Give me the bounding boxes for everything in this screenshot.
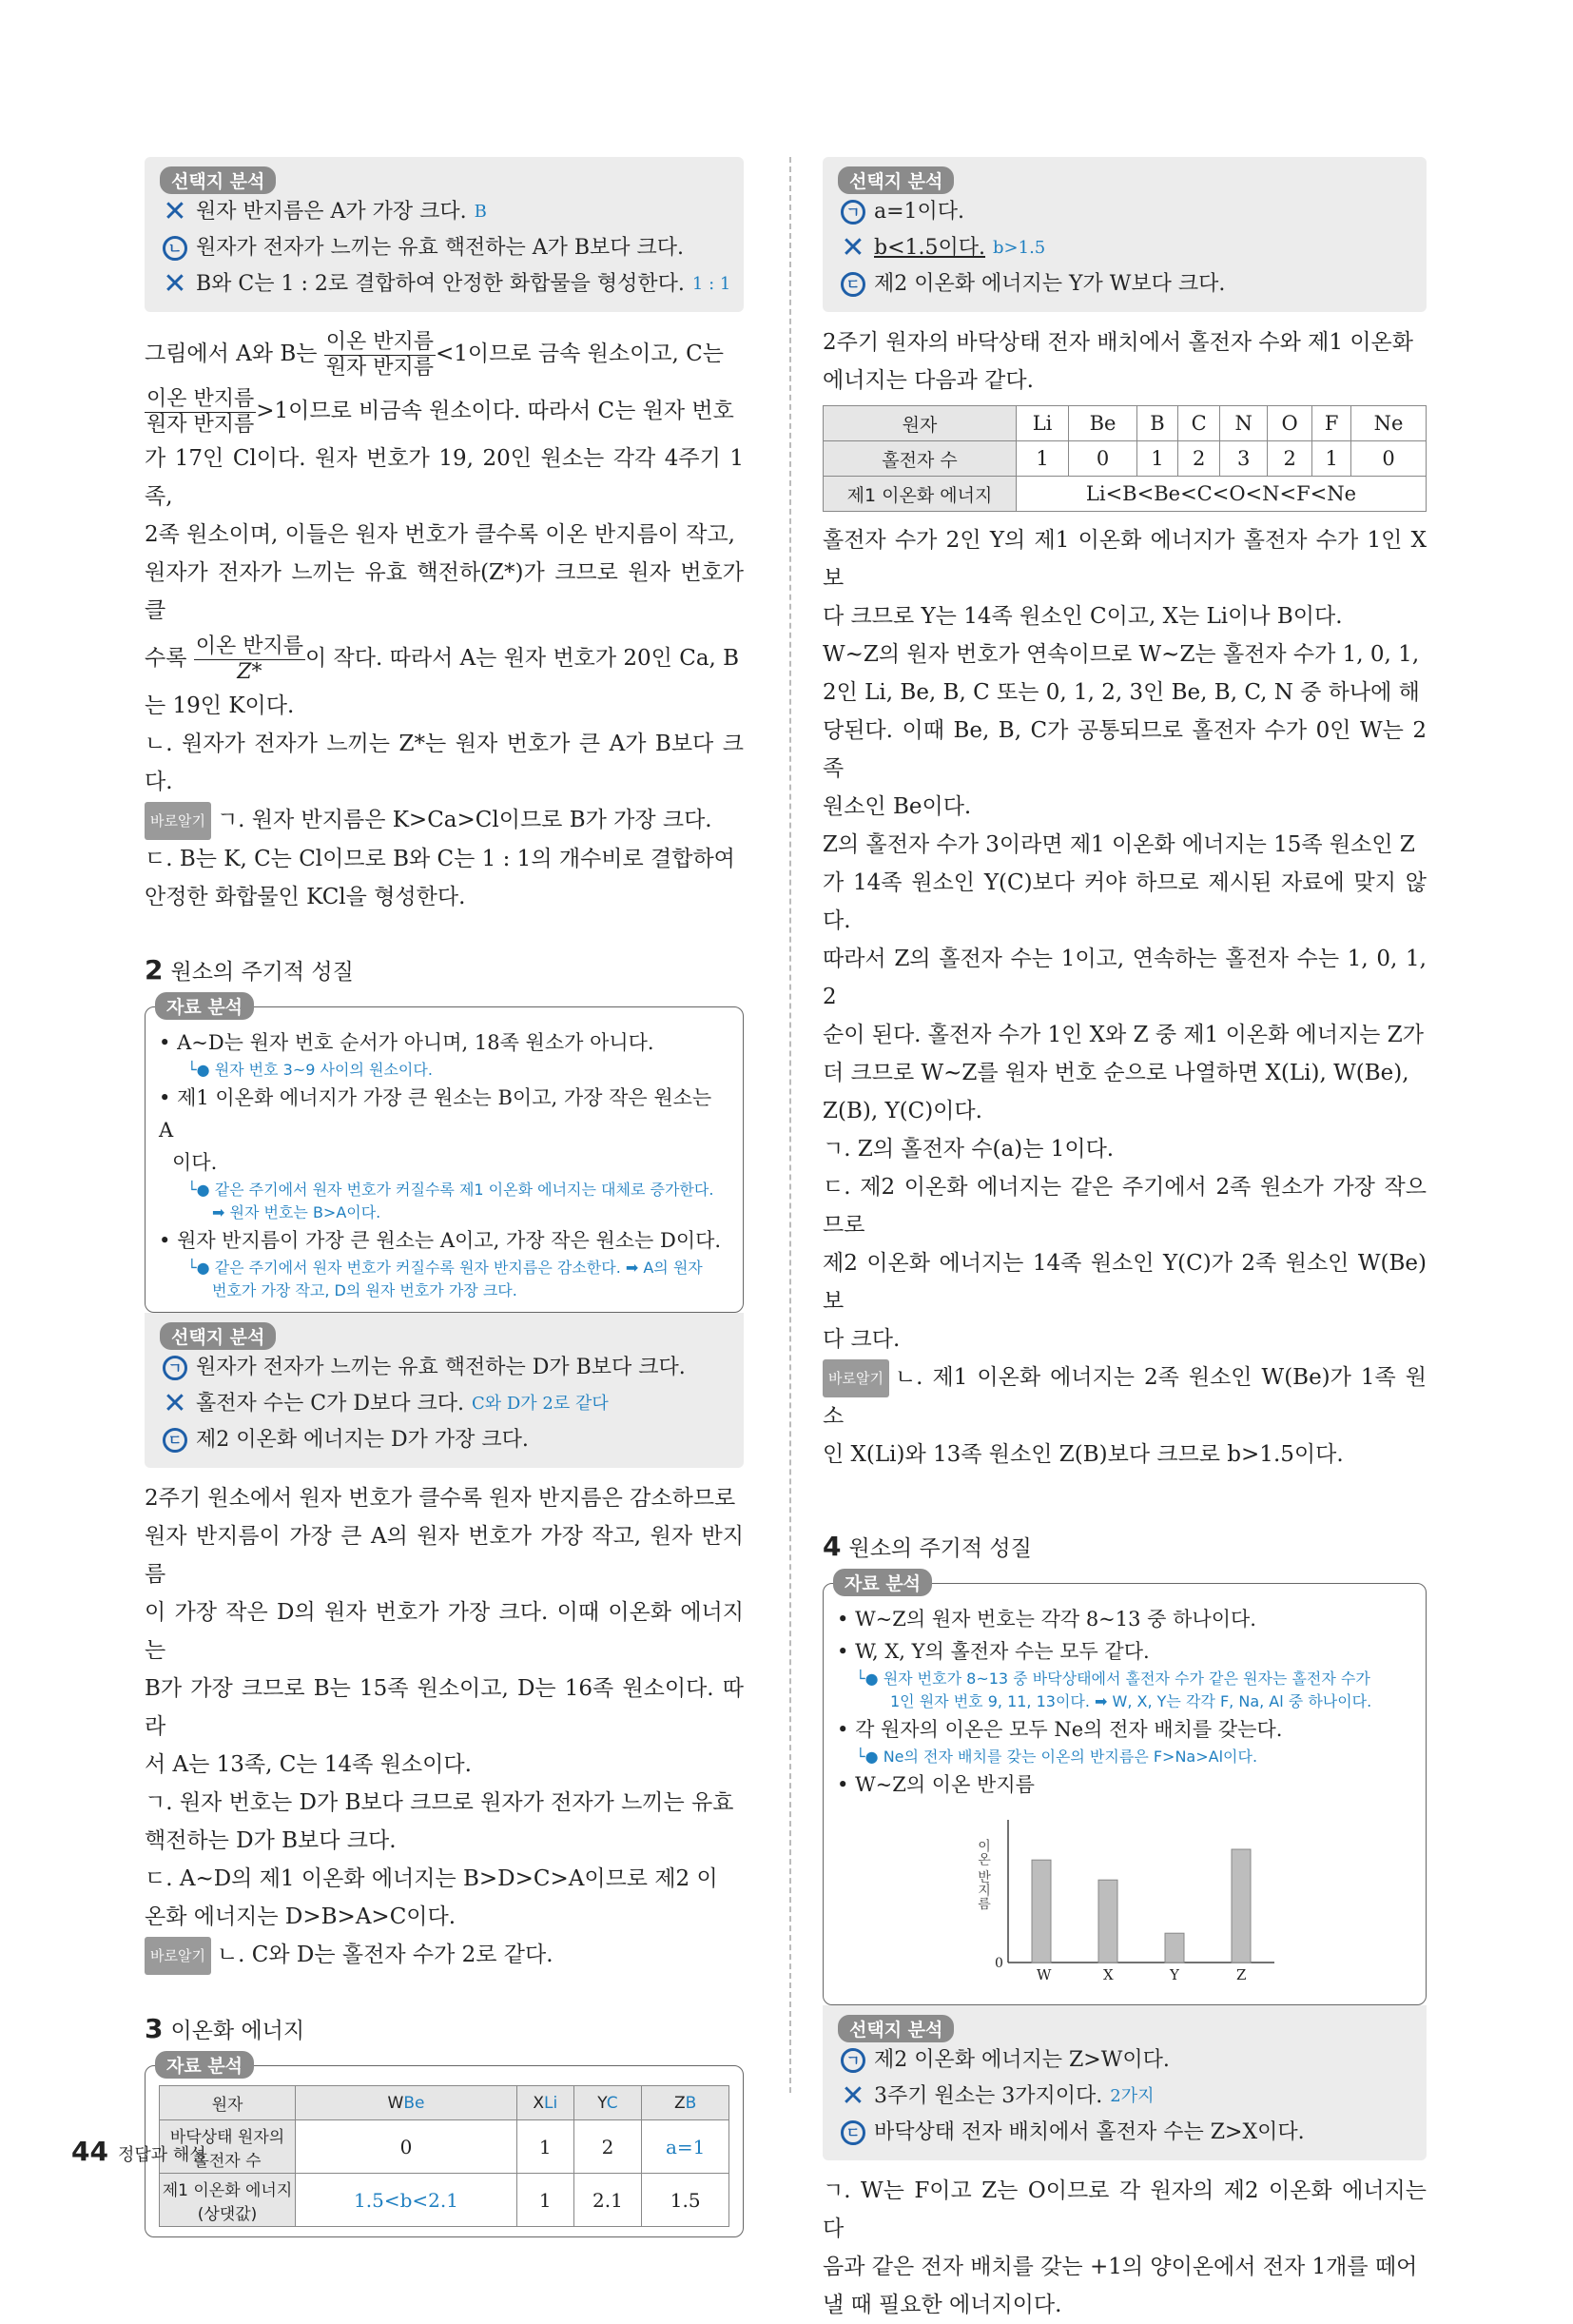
x-mark-icon: ✕ [163, 1387, 187, 1420]
circled-letter-icon: ㄴ [163, 236, 187, 261]
x-tick-label: X [1103, 1966, 1114, 1983]
circled-letter-icon: ㄷ [163, 1428, 187, 1453]
choice-option: ㄷ 바닥상태 전자 배치에서 홀전자 수는 Z>X이다. [838, 2115, 1411, 2151]
data-analysis-tag: 자료 분석 [155, 992, 254, 1020]
y-axis-label: 이온 반지름 [976, 1839, 991, 1910]
data-analysis-box-4: 자료 분석 • W~Z의 원자 번호는 각각 8~13 중 하나이다. • W, X, Y의 홀전자 수는 모두 같다. └● 원자 번호가 8~13 중 바닥상태에서 홀전자 수가 같은 원자는 홀전자 수가 1인 원자 번호 9, 11, 13이다. ➡ W, X, Y는 각각 F, Na, Al 중 하나이다. • 각 원자의 이온은 모두 Ne의 전자 배치를 갖는다. └● Ne의 전자 배치를 갖는 이온의 반지름은 F>Na>Al이다. • W~Z의 이온 반지름 이온 반지름 0 W X Y Z [823, 1583, 1427, 2005]
choice-analysis-box-2: 선택지 분석 ㄱ 원자가 전자가 느끼는 유효 핵전하는 D가 B보다 크다. ✕ 홀전자 수는 C가 D보다 크다. C와 D가 2로 같다 ㄷ 제2 이온화 에너지는 D가 가장 크다. [145, 1313, 744, 1468]
x-mark-icon: ✕ [163, 267, 187, 301]
ionization-table: 원자 WBe XLi YC ZB 바닥상태 원자의 홀전자 수 0 1 2 a=1 제1 이온화 에너지(상댓값) 1.5<b<2.1 1 2.1 1.5 [159, 2085, 729, 2227]
x-mark-icon: ✕ [841, 2080, 865, 2113]
choice-option: ㄷ 제2 이온화 에너지는 Y가 W보다 크다. [838, 266, 1411, 303]
period2-table: 원자 Li Be B C N O F Ne 홀전자 수 1 0 1 2 3 2 1 0 제1 이온화 에너지 Li<B<Be<C<O<N<F<Ne [823, 405, 1427, 512]
choice-option: ✕ B와 C는 1 : 2로 결합하여 안정한 화합물을 형성한다. 1 : 1 [160, 266, 728, 303]
explanation-paragraph-4: ㄱ. W는 F이고 Z는 O이므로 각 원자의 제2 이온화 에너지는 다 음과 같은 전자 배치를 갖는 +1의 양이온에서 전자 1개를 떼어 낼 때 필요한 에너지이다. [823, 2178, 1427, 2317]
circled-letter-icon: ㄱ [841, 2048, 865, 2073]
data-analysis-box-3: 자료 분석 원자 WBe XLi YC ZB 바닥상태 원자의 홀전자 수 0 1 2 a=1 제1 이온화 에너지(상댓값) 1.5<b<2.1 1 2.1 1.5 [145, 2065, 744, 2237]
choice-option: ㄷ 제2 이온화 에너지는 D가 가장 크다. [160, 1422, 728, 1458]
choice-analysis-box-3: 선택지 분석 ㄱ a=1이다. ✕ b<1.5이다. b>1.5 ㄷ 제2 이온화 에너지는 Y가 W보다 크다. [823, 157, 1427, 312]
column-divider [789, 157, 791, 2093]
y-tick-label: 0 [995, 1956, 1003, 1971]
bar-W [1032, 1860, 1051, 1963]
intro-paragraph: 2주기 원자의 바닥상태 전자 배치에서 홀전자 수와 제1 이온화 에너지는 다음과 같다. [823, 330, 1413, 393]
circled-letter-icon: ㄱ [163, 1356, 187, 1380]
left-column [145, 157, 744, 2237]
choice-analysis-tag: 선택지 분석 [160, 166, 276, 194]
choice-analysis-box-4: 선택지 분석 ㄱ 제2 이온화 에너지는 Z>W이다. ✕ 3주기 원소는 3가지이다. 2가지 ㄷ 바닥상태 전자 배치에서 홀전자 수는 Z>X이다. [823, 2005, 1427, 2160]
circled-letter-icon: ㄷ [841, 272, 865, 297]
correction-tag: 바로알기 [823, 1359, 889, 1397]
choice-option: ㄱ 제2 이온화 에너지는 Z>W이다. [838, 2042, 1411, 2079]
explanation-paragraph-2: 2주기 원소에서 원자 번호가 클수록 원자 반지름은 감소하므로 원자 반지름이 가장 큰 A의 원자 번호가 가장 작고, 원자 반지름 이 가장 작은 D의 원자 번호가 가장 크다. 이때 이온화 에너지는 B가 가장 크므로 B는 15족 원소이고, D는 16족 원소이다. 따라 서 A는 13족, C는 14족 원소이다. ㄱ. 원자 번호는 D가 B보다 크므로 원자가 전자가 느끼는 유효 핵전하는 D가 B보다 크다. ㄷ. A~D의 제1 이온화 에너지는 B>D>C>A이므로 제2 이 온화 에너지는 D>B>A>C이다. 바로알기 ㄴ. C와 D는 홀전자 수가 2로 같다. [145, 1479, 744, 1975]
fraction: $\frac{\text{이온 반지름}}{Z*}$ [195, 634, 304, 684]
section-4-title: 4 원소의 주기적 성질 [823, 1531, 1032, 1562]
x-tick-label: Y [1170, 1966, 1179, 1983]
ionic-radius-chart [837, 1801, 1408, 1991]
page-footer [71, 2136, 206, 2167]
choice-option: ✕ b<1.5이다. b>1.5 [838, 230, 1411, 266]
explanation-paragraph-3: 홀전자 수가 2인 Y의 제1 이온화 에너지가 홀전자 수가 1인 X보 다 크므로 Y는 14족 원소인 C이고, X는 Li이나 B이다. W~Z의 원자 번호가 연속이므로 W~Z는 홀전자 수가 1, 0, 1, 2인 Li, Be, B, C 또는 0, 1, 2, 3인 Be, B, C, N 중 하나에 해 당된다. 이때 Be, B, C가 공통되므로 홀전자 수가 0인 W는 2족 원소인 Be이다. Z의 홀전자 수가 3이라면 제1 이온화 에너지는 15족 원소인 Z 가 14족 원소인 Y(C)보다 커야 하므로 제시된 자료에 맞지 않다. 따라서 Z의 홀전자 수는 1이고, 연속하는 홀전자 수는 1, 0, 1, 2 순이 된다. 홀전자 수가 1인 X와 Z 중 제1 이온화 에너지는 Z가 더 크므로 W~Z를 원자 번호 순으로 나열하면 X(Li), W(Be), Z(B), Y(C)이다. ㄱ. Z의 홀전자 수(a)는 1이다. ㄷ. 제2 이온화 에너지는 같은 주기에서 2족 원소가 가장 작으므로 제2 이온화 에너지는 14족 원소인 Y(C)가 2족 원소인 W(Be)보 다 크다. 바로알기 ㄴ. 제1 이온화 에너지는 2족 원소인 W(Be)가 1족 원소 인 X(Li)와 13족 원소인 Z(B)보다 크므로 b>1.5이다. [823, 528, 1427, 1467]
x-mark-icon: ✕ [163, 195, 187, 228]
fraction: $\frac{\text{이온 반지름}}{\text{원자 반지름}}$ [146, 386, 255, 437]
section-3-title: 3 이온화 에너지 [145, 2013, 305, 2044]
choice-option: ✕ 3주기 원소는 3가지이다. 2가지 [838, 2079, 1411, 2115]
circled-letter-icon: ㄷ [841, 2120, 865, 2145]
choice-option: ㄱ 원자가 전자가 느끼는 유효 핵전하는 D가 B보다 크다. [160, 1350, 728, 1386]
section-2-title: 2 원소의 주기적 성질 [145, 954, 354, 986]
x-mark-icon: ✕ [841, 231, 865, 264]
x-tick-label: W [1037, 1966, 1052, 1983]
footer-label: 정답과 해설 [117, 2145, 206, 2165]
circled-letter-icon: ㄱ [841, 200, 865, 225]
bar-X [1098, 1880, 1117, 1963]
choice-option: ㄱ a=1이다. [838, 194, 1411, 230]
choice-option: ✕ 홀전자 수는 C가 D보다 크다. C와 D가 2로 같다 [160, 1386, 728, 1422]
correction-tag: 바로알기 [145, 1937, 211, 1975]
data-analysis-box-2: 자료 분석 • A~D는 원자 번호 순서가 아니며, 18족 원소가 아니다. └● 원자 번호 3~9 사이의 원소이다. • 제1 이온화 에너지가 가장 큰 원소는 B이고, 가장 작은 원소는 A 이다. └● 같은 주기에서 원자 번호가 커질수록 제1 이온화 에너지는 대체로 증가한다. ➡ 원자 번호는 B>A이다. • 원자 반지름이 가장 큰 원소는 A이고, 가장 작은 원소는 D이다. └● 같은 주기에서 원자 번호가 커질수록 원자 반지름은 감소한다. ➡ A의 원자 번호가 가장 작고, D의 원자 번호가 가장 크다. [145, 1006, 744, 1313]
correction-tag: 바로알기 [145, 802, 211, 840]
choice-analysis-box-1 [145, 157, 744, 312]
page-number: 44 [71, 2136, 108, 2167]
choice-option: ✕ 원자 반지름은 A가 가장 크다. B [160, 194, 728, 230]
x-tick-label: Z [1236, 1966, 1247, 1983]
choice-option: ㄴ 원자가 전자가 느끼는 유효 핵전하는 A가 B보다 크다. [160, 230, 728, 266]
fraction: $\frac{\text{이온 반지름}}{\text{원자 반지름}}$ [325, 329, 435, 380]
right-column [823, 157, 1427, 2324]
bar-Y [1165, 1933, 1184, 1963]
bar-Z [1232, 1849, 1251, 1963]
explanation-paragraph-1: 그림에서 A와 B는 $\frac{\text{이온 반지름}}{\text{원자 반지름}}$ <1이므로 금속 원소이고, C는 $\frac{\text{이온 반지름}}{\text{원자 반지름}}$ >1이므로 비금속 원소이다. 따라서 C는 원자 번호 가 17인 Cl이다. 원자 번호가 19, 20인 원소는 각각 4주기 1족, 2족 원소이며, 이들은 원자 번호가 클수록 이온 반지름이 작고, 원자가 전자가 느끼는 유효 핵전하(Z*)가 크므로 원자 번호가 클 수록 $\frac{\text{이온 반지름}}{Z*}$ 이 작다. 따라서 A는 원자 번호가 20인 Ca, B 는 19인 K이다. ㄴ. 원자가 전자가 느끼는 Z*는 원자 번호가 큰 A가 B보다 크다. 바로알기 ㄱ. 원자 반지름은 K>Ca>Cl이므로 B가 가장 크다. ㄷ. B는 K, C는 Cl이므로 B와 C는 1 : 1의 개수비로 결합하여 안정한 화합물인 KCl을 형성한다. [145, 329, 744, 909]
